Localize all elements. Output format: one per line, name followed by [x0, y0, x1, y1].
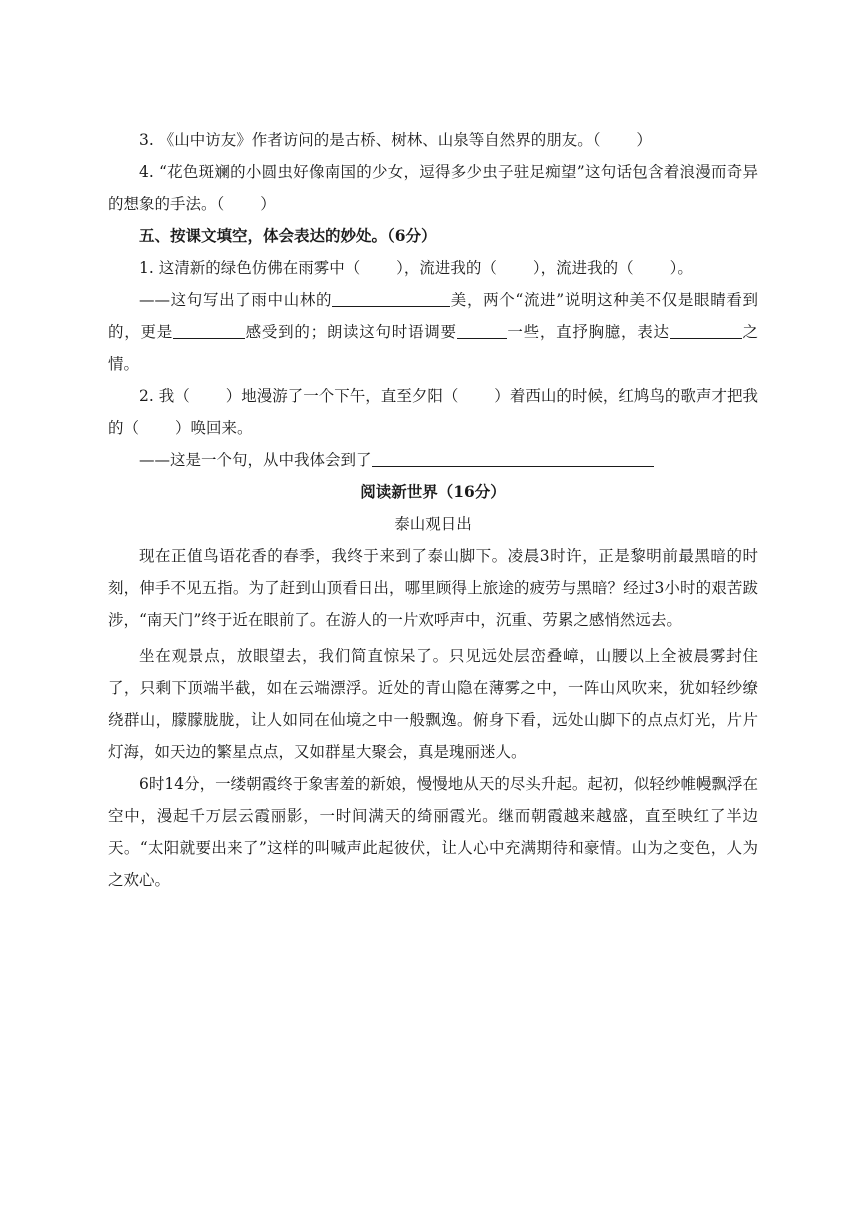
passage-title: 泰山观日出	[394, 515, 472, 533]
answer-paren	[497, 252, 533, 284]
passage-paragraph-3: 6时14分，一缕朝霞终于象害羞的新娘，慢慢地从天的尽头升起。起初，似轻纱帷幔飘浮在空中，漫起千万层云霞丽影，一时间满天的绮丽霞光。继而朝霞越来越盛，直至映红了半边天。“太阳就要出来了”这样的叫喊声此起彼伏，让人心中充满期待和豪情。山为之变色，人为之欢心。	[108, 775, 758, 889]
fill-question-2: 2. 我（ ）地漫游了一个下午，直至夕阳（ ）着西山的时候，红鸠鸟的歌声才把我的（ ）唤回来。	[108, 380, 758, 444]
tf-question-4-text: 4. “花色斑斓的小圆虫好像南国的少女，逗得多少虫子驻足痴望”这句话包含着浪漫而奇异的想象的手法。（	[108, 163, 758, 213]
answer-paren	[139, 412, 175, 444]
answer-blank[interactable]	[332, 288, 450, 307]
tf-question-3: 3. 《山中访友》作者访问的是古桥、树林、山泉等自然界的朋友。（ ）	[108, 124, 758, 156]
answer-paren	[634, 252, 670, 284]
answer-paren	[190, 380, 226, 412]
answer-blank[interactable]	[372, 448, 654, 467]
answer-paren	[360, 252, 396, 284]
reading-section-title: 阅读新世界（16分）	[360, 482, 506, 501]
answer-blank[interactable]	[457, 320, 507, 339]
passage-paragraph-2: 坐在观景点，放眼望去，我们简直惊呆了。只见远处层峦叠嶂，山腰以上全被晨雾封住了，只剩下顶端半截，如在云端漂浮。近处的青山隐在薄雾之中，一阵山风吹来，犹如轻纱缭绕群山，朦朦胧胧，让人如同在仙境之中一般飘逸。俯身下看，远处山脚下的点点灯光，片片灯海，如天边的繁星点点，又如群星大聚会，真是瑰丽迷人。	[108, 647, 758, 761]
answer-blank[interactable]	[670, 320, 742, 339]
section5-heading: 五、按课文填空，体会表达的妙处。（6分）	[139, 226, 437, 245]
answer-paren	[458, 380, 494, 412]
tf-question-4: 4. “花色斑斓的小圆虫好像南国的少女，逗得多少虫子驻足痴望”这句话包含着浪漫而奇异的想象的手法。（ ）	[108, 156, 758, 220]
passage-paragraph-1: 现在正值鸟语花香的春季，我终于来到了泰山脚下。凌晨3时许，正是黎明前最黑暗的时刻，伸手不见五指。为了赶到山顶看日出，哪里顾得上旅途的疲劳与黑暗？经过3小时的艰苦跋涉，“南天门”终于近在眼前了。在游人的一片欢呼声中，沉重、劳累之感悄然远去。	[108, 547, 758, 629]
answer-paren	[600, 124, 636, 156]
exam-page	[108, 124, 758, 896]
fill-question-2-analysis: ——这是一个句，从中我体会到了	[108, 444, 758, 476]
fill-question-1-analysis: ——这句写出了雨中山林的 美，两个“流进”说明这种美不仅是眼睛看到的，更是 感受到的；朗读这句时语调要 一些，直抒胸臆，表达 之情。	[108, 284, 758, 380]
fill-question-1: 1. 这清新的绿色仿佛在雨雾中（ ），流进我的（ ），流进我的（ ）。	[108, 252, 758, 284]
tf-question-3-text: 3. 《山中访友》作者访问的是古桥、树林、山泉等自然界的朋友。（	[139, 131, 601, 149]
answer-paren	[224, 188, 260, 220]
answer-blank[interactable]	[173, 320, 245, 339]
